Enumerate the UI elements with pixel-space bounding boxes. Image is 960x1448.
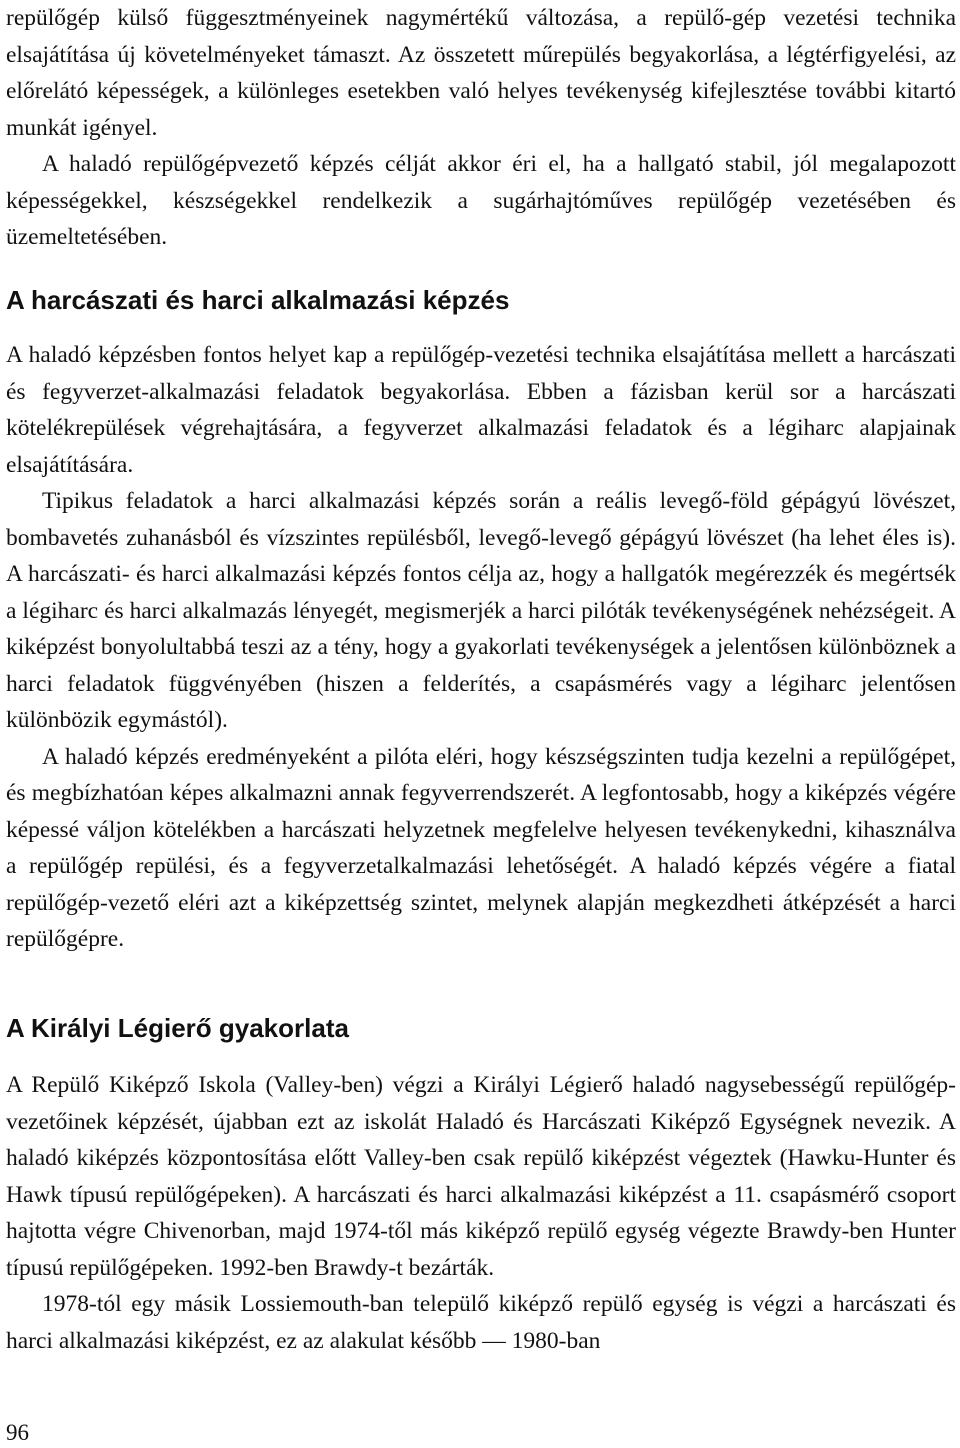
paragraph-pilot-training-goal: A haladó repülőgépvezető képzés célját akkor éri el, ha a hallgató stabil, jól megalapozott képességekkel, készségekkel rendelkezik a sugárhajtóműves repülőgép vezetésében és üzemeltetésében. bbox=[6, 151, 956, 250]
body-paragraph bbox=[6, 337, 956, 958]
paragraph-continuation: repülőgép külső függesztményeinek nagymértékű változása, a repülő-gép vezetési technika elsajátítása új követelményeket támaszt. Az összetett műrepülés begyakorlása, a légtérfigyelési, az előrelátó képességek, a különleges esetekben való helyes tevékenység kifejlesztése további kitartó munkát igényel. bbox=[6, 5, 956, 141]
page-number: 96 bbox=[6, 1420, 29, 1445]
paragraph-valley-school: A Repülő Kiképző Iskola (Valley-ben) végzi a Királyi Légierő haladó nagysebességű repülőgép-vezetőinek képzését, újabban ezt az iskolát Haladó és Harcászati Kiképző Egységnek nevezik. A haladó kiképzés központosítása előtt Valley-ben csak repülő kiképzést végeztek (Hawku-Hunter és Hawk típusú repülőgépeken). A harcászati és harci alkalmazási kiképzést a 11. csapásmérő csoport hajtotta végre Chivenorban, majd 1974-től más kiképző repülő egység végezte Brawdy-ben Hunter típusú repülőgépeken. 1992-ben Brawdy-t bezárták. bbox=[6, 1072, 956, 1281]
body-paragraph bbox=[6, 1067, 956, 1359]
section-heading-tactical-training: A harcászati és harci alkalmazási képzés bbox=[6, 285, 510, 315]
section-heading-raf-practice: A Királyi Légierő gyakorlata bbox=[6, 1013, 349, 1043]
paragraph-tactical-intro: A haladó képzésben fontos helyet kap a repülőgép-vezetési technika elsajátítása mellett a harcászati és fegyverzet-alkalmazási feladatok begyakorlása. Ebben a fázisban kerül sor a harcászati kötelékrepülések végrehajtására, a fegyverzet alkalmazási feladatok és a légiharc alapjainak elsajátítására. bbox=[6, 342, 956, 478]
body-paragraph bbox=[6, 0, 956, 256]
paragraph-lossiemouth: 1978-tól egy másik Lossiemouth-ban települő kiképző repülő egység is végzi a harcászati és harci alkalmazási kiképzést, ez az alakulat később — 1980-ban bbox=[6, 1291, 956, 1354]
paragraph-training-outcome: A haladó képzés eredményeként a pilóta eléri, hogy készségszinten tudja kezelni a repülőgépet, és megbízhatóan képes alkalmazni annak fegyverrendszerét. A legfontosabb, hogy a kiképzés végére képessé váljon kötelékben a harcászati helyzetnek megfelelve helyesen tevékenykedni, kihasználva a repülőgép repülési, és a fegyverzetalkalmazási lehetőségét. A haladó képzés végére a fiatal repülőgép-vezető eléri azt a kiképzettség szintet, melynek alapján megkezdheti átképzését a harci repülőgépre. bbox=[6, 743, 956, 952]
paragraph-typical-tasks: Tipikus feladatok a harci alkalmazási képzés során a reális levegő-föld gépágyú lövészet, bombavetés zuhanásból és vízszintes repülésből, levegő-levegő gépágyú lövészet (ha lehet éles is). A harcászati- és harci alkalmazási képzés fontos célja az, hogy a hallgatók megérezzék és megértsék a légiharc és harci alkalmazás lényegét, megismerjék a harci pilóták tevékenységének nehézségeit. A kiképzést bonyolultabbá teszi az a tény, hogy a gyakorlati tevékenységek a jelentősen különböznek a harci feladatok függvényében (hiszen a felderítés, a csapásmérés vagy a légiharc jelentősen különbözik egymástól). bbox=[6, 488, 956, 733]
